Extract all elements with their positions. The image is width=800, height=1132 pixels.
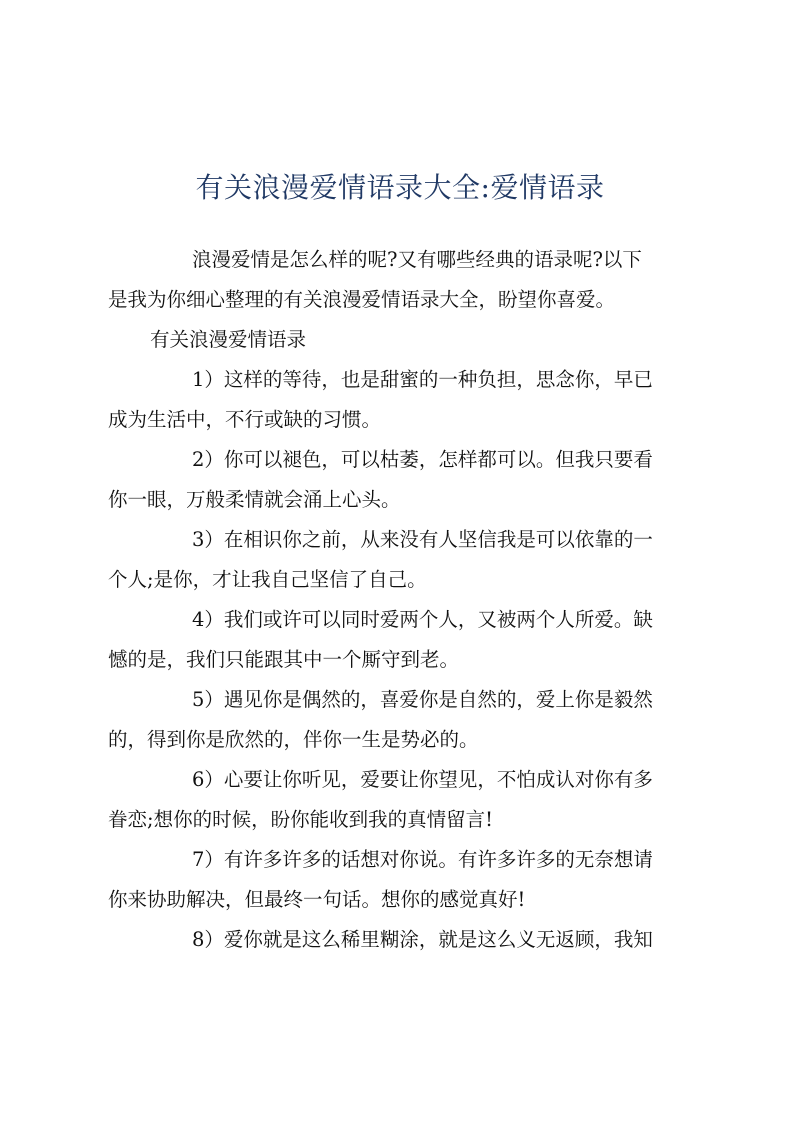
quote-line: 5）遇见你是偶然的，喜爱你是自然的，爱上你是毅然 (192, 688, 653, 711)
quote-line: 4）我们或许可以同时爱两个人，又被两个人所爱。缺 (192, 608, 653, 631)
quote-paragraph-4 (108, 600, 712, 680)
quote-line: 8）爱你就是这么稀里糊涂，就是这么义无返顾，我知 (192, 928, 653, 951)
quote-line: 3）在相识你之前，从来没有人坚信我是可以依靠的一 (192, 528, 653, 551)
quote-paragraph-2 (108, 440, 712, 520)
quote-line: 你来协助解决，但最终一句话。想你的感觉真好! (108, 888, 526, 911)
quote-line: 个人;是你，才让我自己坚信了自己。 (108, 568, 427, 591)
quote-line: 眷恋;想你的时候，盼你能收到我的真情留言! (108, 808, 493, 831)
quote-line: 2）你可以褪色，可以枯萎，怎样都可以。但我只要看 (192, 448, 653, 471)
intro-line-2: 是我为你细心整理的有关浪漫爱情语录大全，盼望你喜爱。 (108, 288, 616, 311)
intro-paragraph (108, 240, 712, 320)
quote-paragraph-6 (108, 760, 712, 840)
quote-line: 1）这样的等待，也是甜蜜的一种负担，思念你，早已 (192, 368, 653, 391)
quote-paragraph-5 (108, 680, 712, 760)
quote-paragraph-3 (108, 520, 712, 600)
quote-line: 的，得到你是欣然的，伴你一生是势必的。 (108, 728, 479, 751)
section-heading-text: 有关浪漫爱情语录 (150, 328, 307, 351)
quote-paragraph-1 (108, 360, 712, 440)
quote-paragraph-8 (108, 920, 712, 960)
intro-line-1: 浪漫爱情是怎么样的呢?又有哪些经典的语录呢?以下 (192, 248, 642, 271)
quote-line: 你一眼，万般柔情就会涌上心头。 (108, 488, 401, 511)
quote-line: 憾的是，我们只能跟其中一个厮守到老。 (108, 648, 460, 671)
quote-paragraph-7 (108, 840, 712, 920)
quote-line: 6）心要让你听见，爱要让你望见，不怕成认对你有多 (192, 768, 653, 791)
document-body (108, 240, 712, 960)
quote-line: 7）有许多许多的话想对你说。有许多许多的无奈想请 (192, 848, 653, 871)
section-heading (108, 320, 712, 360)
quote-line: 成为生活中，不行或缺的习惯。 (108, 408, 382, 431)
document-title: 有关浪漫爱情语录大全:爱情语录 (195, 171, 605, 204)
